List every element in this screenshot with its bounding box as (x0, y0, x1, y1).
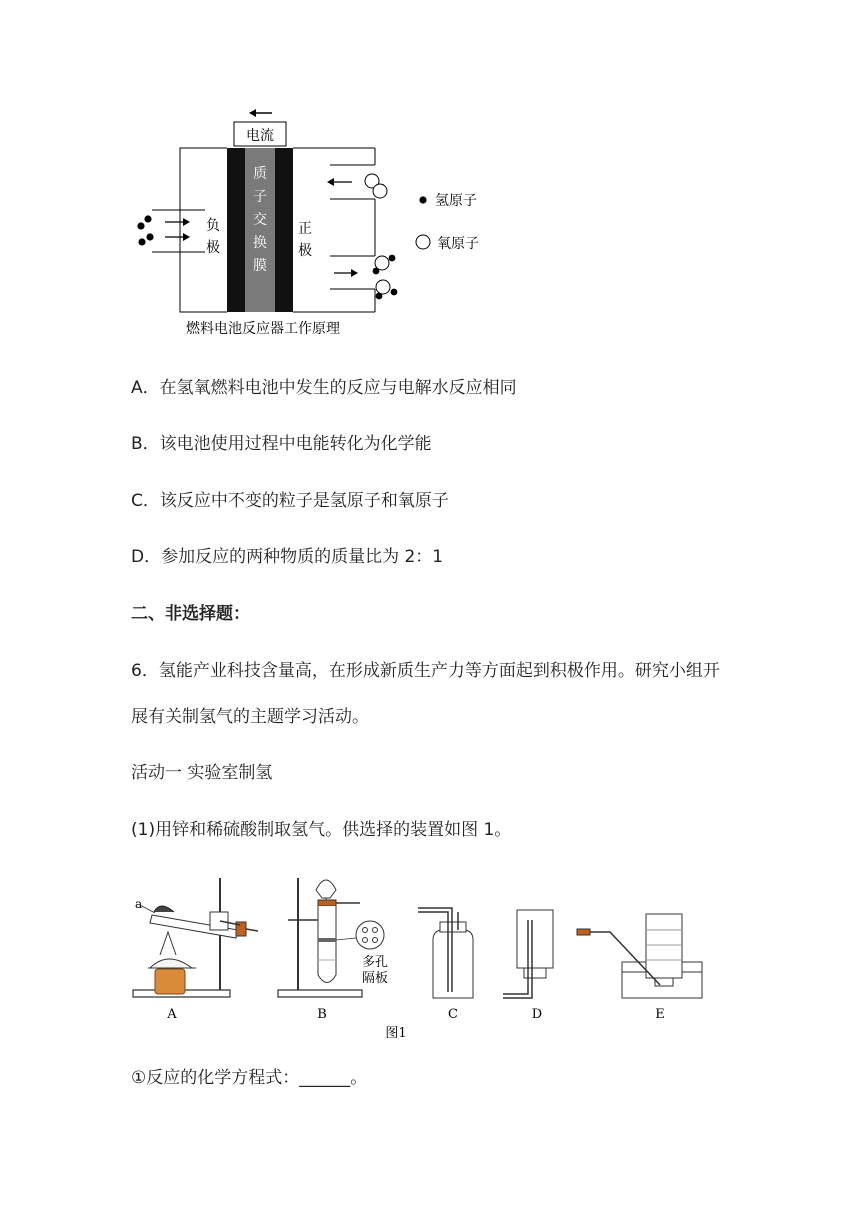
membrane-char-5: 膜 (253, 258, 267, 274)
membrane-char-1: 质 (253, 166, 267, 182)
water-molecules (373, 255, 398, 300)
fuel-cell-caption: 燃料电池反应器工作原理 (186, 321, 340, 337)
question6-line2: 展有关制氢气的主题学习活动。 (131, 707, 369, 727)
question6-line1: 6．氢能产业科技含量高，在形成新质生产力等方面起到积极作用。研究小组开 (131, 661, 720, 681)
option-c: C．该反应中不变的粒子是氢原子和氧原子 (131, 491, 449, 511)
membrane-char-3: 交 (253, 212, 267, 228)
oxygen-molecule (365, 174, 387, 198)
apparatus-label-c: C (448, 1007, 458, 1022)
apparatus-label-e: E (655, 1007, 665, 1022)
legend-hydrogen-dot (419, 196, 426, 203)
positive-label-2: 极 (298, 243, 312, 259)
apparatus-diagram (0, 860, 860, 1050)
option-d: D．参加反应的两种物质的质量比为 2：1 (131, 547, 444, 567)
equation-prompt: ①反应的化学方程式：______。 (131, 1068, 368, 1088)
negative-electrode (227, 148, 245, 312)
apparatus-d (503, 910, 553, 998)
positive-label-1: 正 (298, 221, 312, 237)
legend-hydrogen: 氢原子 (435, 193, 477, 209)
legend-oxygen: 氧原子 (437, 236, 479, 252)
fuel-cell-diagram (0, 0, 860, 350)
porous-plate-label-1: 多孔 (362, 955, 389, 970)
activity-heading: 活动一 实验室制氢 (131, 763, 273, 783)
apparatus-a-small-label: a (135, 897, 143, 911)
negative-label-2: 极 (206, 240, 220, 256)
legend-oxygen-circle (416, 235, 430, 249)
membrane-char-2: 子 (253, 189, 267, 205)
negative-label-1: 负 (206, 218, 220, 234)
option-b: B．该电池使用过程中电能转化为化学能 (131, 434, 432, 454)
option-a: A．在氢氧燃料电池中发生的反应与电解水反应相同 (131, 378, 517, 398)
section-heading: 二、非选择题： (131, 604, 250, 624)
apparatus-label-a: A (167, 1007, 177, 1022)
apparatus-e (577, 914, 702, 998)
hydrogen-molecules-left (137, 215, 153, 245)
positive-electrode (275, 148, 293, 312)
current-label: 电流 (246, 128, 274, 144)
question6-part1: (1)用锌和稀硫酸制取氢气。供选择的装置如图 1。 (131, 820, 512, 840)
membrane-char-4: 换 (253, 235, 267, 251)
porous-plate-label-2: 隔板 (362, 971, 389, 986)
apparatus-caption: 图1 (385, 1026, 407, 1041)
apparatus-label-b: B (317, 1007, 327, 1022)
apparatus-a (133, 878, 258, 997)
apparatus-label-d: D (531, 1007, 543, 1022)
apparatus-c (418, 908, 473, 998)
